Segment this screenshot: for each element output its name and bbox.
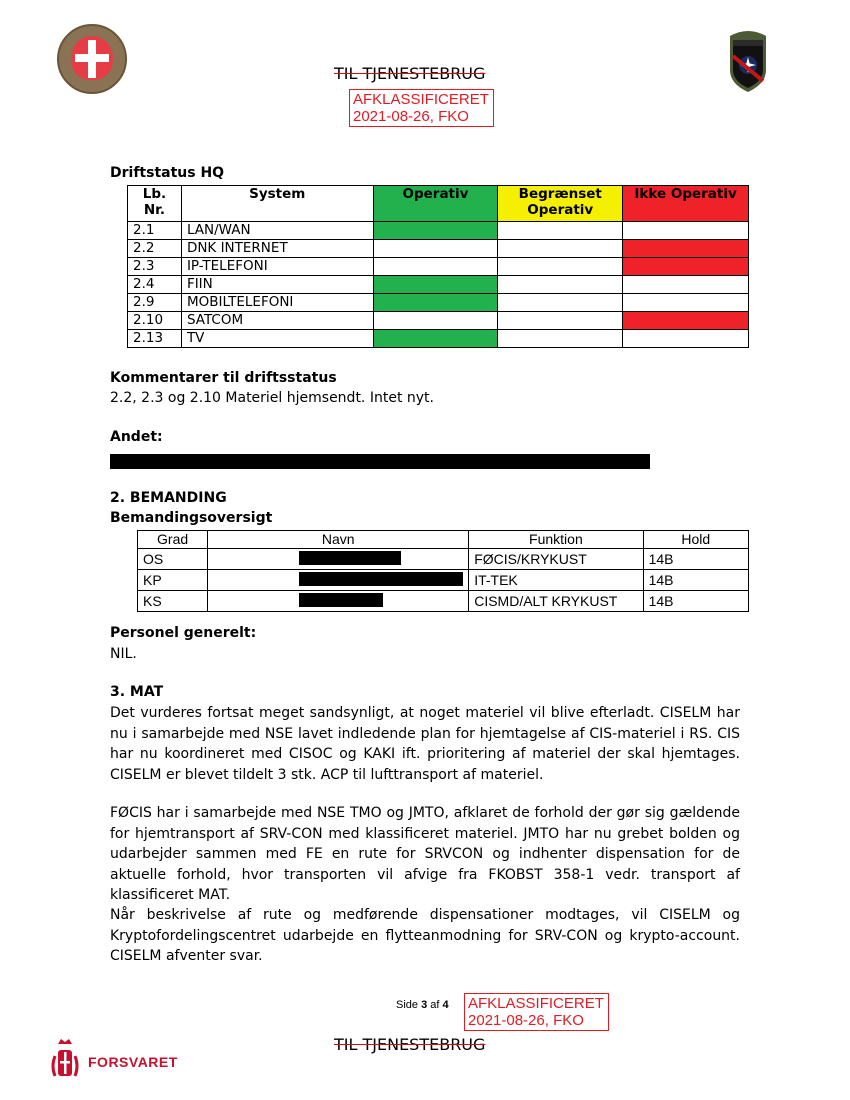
personel-text: NIL. — [110, 646, 137, 662]
classification-header: TIL TJENESTEBRUG — [334, 64, 486, 83]
andet-title: Andet: — [110, 429, 163, 445]
lbnr-cell: 2.9 — [128, 294, 182, 312]
status-ikke-cell — [623, 294, 749, 312]
mat-paragraph-3: Når beskrivelse af rute og medførende dispensationer modtages, vil CISELM og Kryptofordelingscentret udarbejde en flytteanmodning for SRV-CON og krypto-account. CISELM afventer svar. — [110, 907, 740, 964]
table-row — [128, 240, 749, 258]
funktion-cell: FØCIS/KRYKUST — [469, 549, 643, 570]
lbnr-cell: 2.2 — [128, 240, 182, 258]
hold-cell: 14B — [643, 549, 748, 570]
bemanding-subtitle: Bemandingsoversigt — [110, 510, 273, 526]
header-grad: Grad — [138, 531, 208, 549]
lbnr-cell: 2.4 — [128, 276, 182, 294]
driftstatus-header-row — [128, 186, 749, 222]
status-begraenset-cell — [498, 222, 623, 240]
system-cell: TV — [181, 330, 373, 348]
nato-badge-logo — [728, 26, 768, 92]
bemanding-table — [137, 530, 749, 612]
declassified-stamp-header — [349, 89, 494, 127]
system-cell: LAN/WAN — [181, 222, 373, 240]
table-row — [138, 570, 749, 591]
header-lbnr: Lb. Nr. — [128, 186, 182, 222]
system-cell: SATCOM — [181, 312, 373, 330]
status-ikke-cell — [623, 240, 749, 258]
lbnr-cell: 2.13 — [128, 330, 182, 348]
name-redaction — [299, 593, 383, 607]
page-word: Side — [396, 999, 419, 1011]
header-system: System — [181, 186, 373, 222]
status-operativ-cell — [373, 222, 498, 240]
system-cell: DNK INTERNET — [181, 240, 373, 258]
status-begraenset-cell — [498, 294, 623, 312]
status-ikke-cell — [623, 312, 749, 330]
funktion-cell: CISMD/ALT KRYKUST — [469, 591, 643, 612]
table-row — [138, 591, 749, 612]
status-ikke-cell — [623, 222, 749, 240]
table-row — [128, 222, 749, 240]
kommentarer-text: 2.2, 2.3 og 2.10 Materiel hjemsendt. Intet nyt. — [110, 390, 434, 406]
page-total: 4 — [442, 999, 449, 1011]
stamp-line2: 2021-08-26, FKO — [353, 108, 469, 125]
bemanding-section-title: 2. BEMANDING — [110, 490, 227, 506]
navn-cell — [208, 549, 469, 570]
mat-section-title: 3. MAT — [110, 684, 164, 700]
status-operativ-cell — [373, 276, 498, 294]
stamp-line1: AFKLASSIFICERET — [353, 91, 489, 108]
navn-cell — [208, 591, 469, 612]
status-ikke-cell — [623, 330, 749, 348]
funktion-cell: IT-TEK — [469, 570, 643, 591]
status-operativ-cell — [373, 312, 498, 330]
grad-cell: KP — [138, 570, 208, 591]
personel-title: Personel generelt: — [110, 625, 257, 641]
table-row — [128, 312, 749, 330]
table-row — [138, 549, 749, 570]
status-ikke-cell — [623, 258, 749, 276]
lbnr-cell: 2.10 — [128, 312, 182, 330]
status-begraenset-cell — [498, 330, 623, 348]
mat-paragraph-2: FØCIS har i samarbejde med NSE TMO og JMTO, afklaret de forhold der gør sig gældende for hjemtransport af SRV-CON med klassificeret materiel. JMTO har nu grebet bolden og udarbejder sammen med FE en rute for SRVCON og indhenter dispensation for de aktuelle forhold, hvor transporten vil afvige fra FKOBST 358-1 vedr. transport af klassificeret MAT. — [110, 805, 740, 903]
system-cell: IP-TELEFONI — [181, 258, 373, 276]
lbnr-cell: 2.3 — [128, 258, 182, 276]
bemanding-header-row — [138, 531, 749, 549]
grad-cell: OS — [138, 549, 208, 570]
grad-cell: KS — [138, 591, 208, 612]
mat-paragraph-1: Det vurderes fortsat meget sandsynligt, at noget materiel vil blive efterladt. CISELM har nu i samarbejde med NSE lavet indledende plan for hjemtagelse af CIS-materiel i RS. CIS har nu koordineret med CISOC og KAKI ift. prioritering af materiel der skal hjemtages. CISELM er blevet tildelt 3 stk. ACP til lufttransport af materiel. — [110, 705, 740, 783]
table-row — [128, 276, 749, 294]
system-cell: MOBILTELEFONI — [181, 294, 373, 312]
status-operativ-cell — [373, 294, 498, 312]
page-current: 3 — [421, 999, 428, 1011]
header-funktion: Funktion — [469, 531, 643, 549]
name-redaction — [299, 572, 463, 586]
page-number — [396, 999, 449, 1011]
classification-footer: TIL TJENESTEBRUG — [334, 1035, 486, 1054]
forsvaret-brand: FORSVARET — [88, 1054, 178, 1070]
header-operativ: Operativ — [373, 186, 498, 222]
driftstatus-table — [127, 185, 749, 348]
status-ikke-cell — [623, 276, 749, 294]
header-hold: Hold — [643, 531, 748, 549]
navn-cell — [208, 570, 469, 591]
stamp-line1: AFKLASSIFICERET — [468, 995, 604, 1012]
status-begraenset-cell — [498, 240, 623, 258]
header-ikke: Ikke Operativ — [623, 186, 749, 222]
lbnr-cell: 2.1 — [128, 222, 182, 240]
table-row — [128, 258, 749, 276]
driftstatus-title: Driftstatus HQ — [110, 165, 225, 181]
declassified-stamp-footer — [464, 993, 609, 1031]
status-begraenset-cell — [498, 276, 623, 294]
hold-cell: 14B — [643, 570, 748, 591]
header-begraenset: Begrænset Operativ — [498, 186, 623, 222]
system-cell: FIIN — [181, 276, 373, 294]
header-navn: Navn — [208, 531, 469, 549]
table-row — [128, 330, 749, 348]
status-begraenset-cell — [498, 312, 623, 330]
page-of: af — [430, 999, 440, 1011]
status-operativ-cell — [373, 240, 498, 258]
status-operativ-cell — [373, 258, 498, 276]
kommentarer-title: Kommentarer til driftsstatus — [110, 370, 337, 386]
forsvaret-crown-logo — [48, 1036, 82, 1080]
dancon-logo — [57, 24, 127, 94]
name-redaction — [299, 551, 401, 565]
hold-cell: 14B — [643, 591, 748, 612]
status-begraenset-cell — [498, 258, 623, 276]
stamp-line2: 2021-08-26, FKO — [468, 1012, 584, 1029]
redaction-bar — [110, 454, 650, 469]
status-operativ-cell — [373, 330, 498, 348]
table-row — [128, 294, 749, 312]
